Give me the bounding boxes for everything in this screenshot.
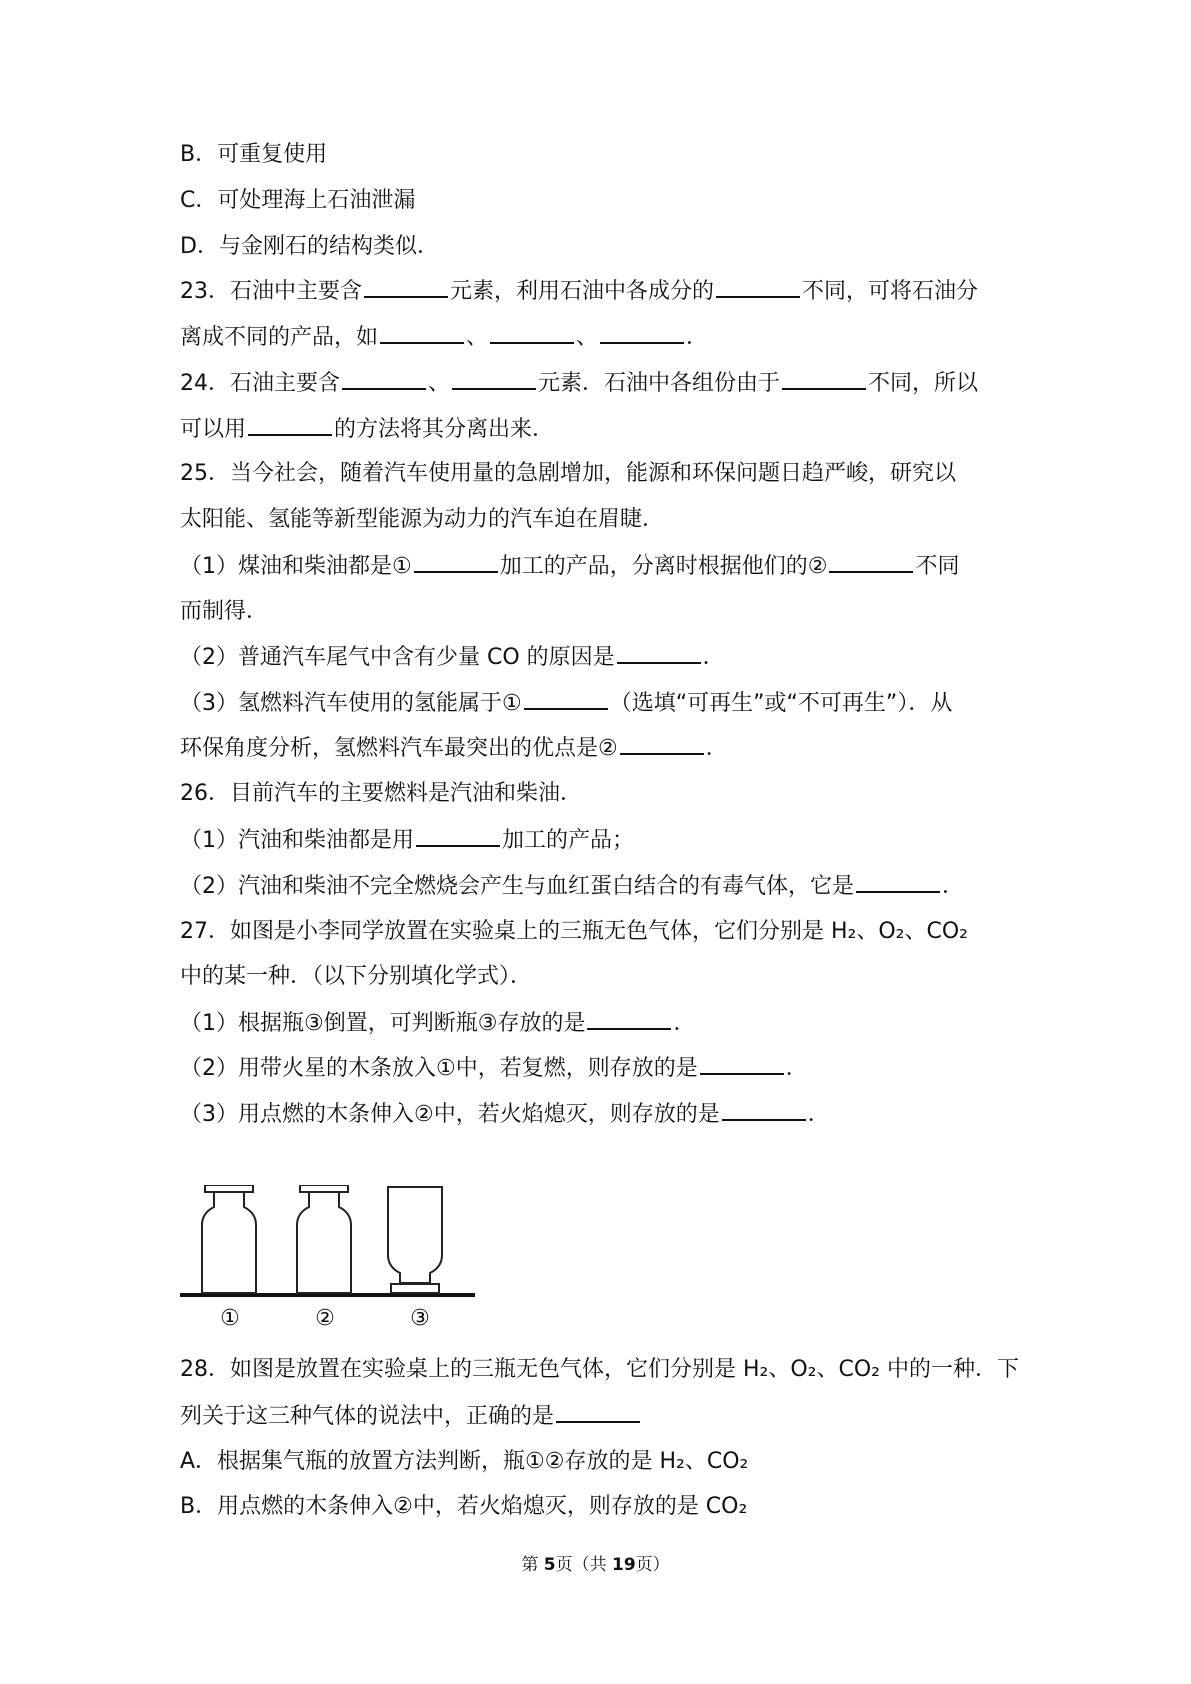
gas-bottles-figure [180,1185,480,1325]
bottle-label-2: ② [315,1306,335,1331]
answer-blank[interactable] [490,322,574,344]
text-segment: ． [705,736,728,761]
bottle-1 [202,1185,256,1293]
text-line [180,1008,695,1039]
text-segment: 24．石油主要含 [180,371,340,396]
text-line [180,322,708,353]
text-line [180,871,964,902]
text-line: 而制得． [180,599,269,624]
text-segment: （1）煤油和柴油都是① [180,554,412,579]
text-line: D．与金刚石的结构类似． [180,234,439,259]
text-line: 27．如图是小李同学放置在实验桌上的三瓶无色气体，它们分别是 H₂、O₂、CO₂ [180,919,968,944]
answer-blank[interactable] [587,1008,671,1030]
text-segment: 加工的产品，分离时根据他们的② [499,554,828,579]
answer-blank[interactable] [416,825,500,847]
answer-blank[interactable] [380,322,464,344]
text-segment: 、 [428,371,451,396]
answer-blank[interactable] [722,1099,806,1121]
text-segment: 元素．石油中各组份由于 [538,371,781,396]
text-segment: 不同，可将石油分 [802,279,979,304]
answer-blank[interactable] [600,322,684,344]
page-footer [0,1550,1191,1575]
text-line: 26．目前汽车的主要燃料是汽油和柴油． [180,781,582,806]
text-segment: （2）汽油和柴油不完全燃烧会产生与血红蛋白结合的有毒气体，它是 [180,874,854,899]
text-line: B．用点燃的木条伸入②中，若火焰熄灭，则存放的是 CO₂ [180,1494,748,1519]
text-line [180,368,978,399]
answer-blank[interactable] [716,276,800,298]
answer-blank[interactable] [829,551,913,573]
text-segment: 不同 [915,554,960,579]
text-segment: （选填“可再生”或“不可再生”）．从 [609,691,953,716]
text-line [180,1099,830,1130]
text-segment: ． [785,1056,808,1081]
text-segment: 、 [466,325,489,350]
text-segment: 加工的产品； [502,828,635,853]
answer-blank[interactable] [524,688,608,710]
footer-suffix: 页） [635,1555,670,1575]
text-segment: （2）普通汽车尾气中含有少量 CO 的原因是 [180,645,615,670]
text-line: 25．当今社会，随着汽车使用量的急剧增加，能源和环保问题日趋严峻，研究以 [180,461,956,486]
text-segment: 离成不同的产品，如 [180,325,379,350]
text-line: C．可处理海上石油泄漏 [180,188,416,213]
text-line: 太阳能、氢能等新型能源为动力的汽车迫在眉睫． [180,507,665,532]
answer-blank[interactable] [556,1401,640,1423]
text-segment: 列关于这三种气体的说法中，正确的是 [180,1404,555,1429]
text-segment: 可以用 [180,417,247,442]
text-line: B．可重复使用 [180,142,328,167]
answer-blank[interactable] [700,1053,784,1075]
bottle-2 [297,1185,351,1293]
text-segment: 环保角度分析，氢燃料汽车最突出的优点是② [180,736,618,761]
text-line [180,414,554,445]
text-line [180,1053,808,1084]
footer-prefix: 第 [521,1555,544,1575]
text-segment: ． [673,1011,696,1036]
text-segment: ． [702,645,725,670]
text-segment: ． [807,1102,830,1127]
text-line [180,825,634,856]
answer-blank[interactable] [782,368,866,390]
text-line [180,688,952,719]
text-segment: 的方法将其分离出来． [334,417,555,442]
text-line: 28．如图是放置在实验桌上的三瓶无色气体，它们分别是 H₂、O₂、CO₂ 中的一种．下 [180,1357,1019,1382]
answer-blank[interactable] [856,871,940,893]
answer-blank[interactable] [248,414,332,436]
text-line: A．根据集气瓶的放置方法判断，瓶①②存放的是 H₂、CO₂ [180,1449,749,1474]
text-line [180,733,728,764]
text-line [180,276,978,307]
text-segment: ． [686,325,709,350]
answer-blank[interactable] [617,642,701,664]
bottle-3-inverted [388,1187,442,1293]
text-segment: （2）用带火星的木条放入①中，若复燃，则存放的是 [180,1056,698,1081]
answer-blank[interactable] [364,276,448,298]
text-segment: 元素，利用石油中各成分的 [450,279,715,304]
text-segment: （1）根据瓶③倒置，可判断瓶③存放的是 [180,1011,586,1036]
answer-blank[interactable] [414,551,498,573]
text-line [180,551,959,582]
text-segment: 、 [576,325,599,350]
text-line [180,642,725,673]
text-line: 中的某一种．（以下分别填化学式）． [180,964,533,989]
text-segment: 23．石油中主要含 [180,279,362,304]
text-line [180,1401,642,1432]
text-segment: ． [942,874,965,899]
bottle-label-1: ① [220,1306,240,1331]
footer-total-pages: 19 [611,1555,636,1575]
answer-blank[interactable] [620,733,704,755]
text-segment: （3）氢燃料汽车使用的氢能属于① [180,691,522,716]
text-segment: （3）用点燃的木条伸入②中，若火焰熄灭，则存放的是 [180,1102,720,1127]
footer-middle: 页（共 [555,1555,612,1575]
footer-page-number: 5 [543,1555,556,1575]
answer-blank[interactable] [342,368,426,390]
bottle-label-3: ③ [410,1306,430,1331]
text-segment: （1）汽油和柴油都是用 [180,828,414,853]
answer-blank[interactable] [452,368,536,390]
text-segment: 不同，所以 [868,371,979,396]
